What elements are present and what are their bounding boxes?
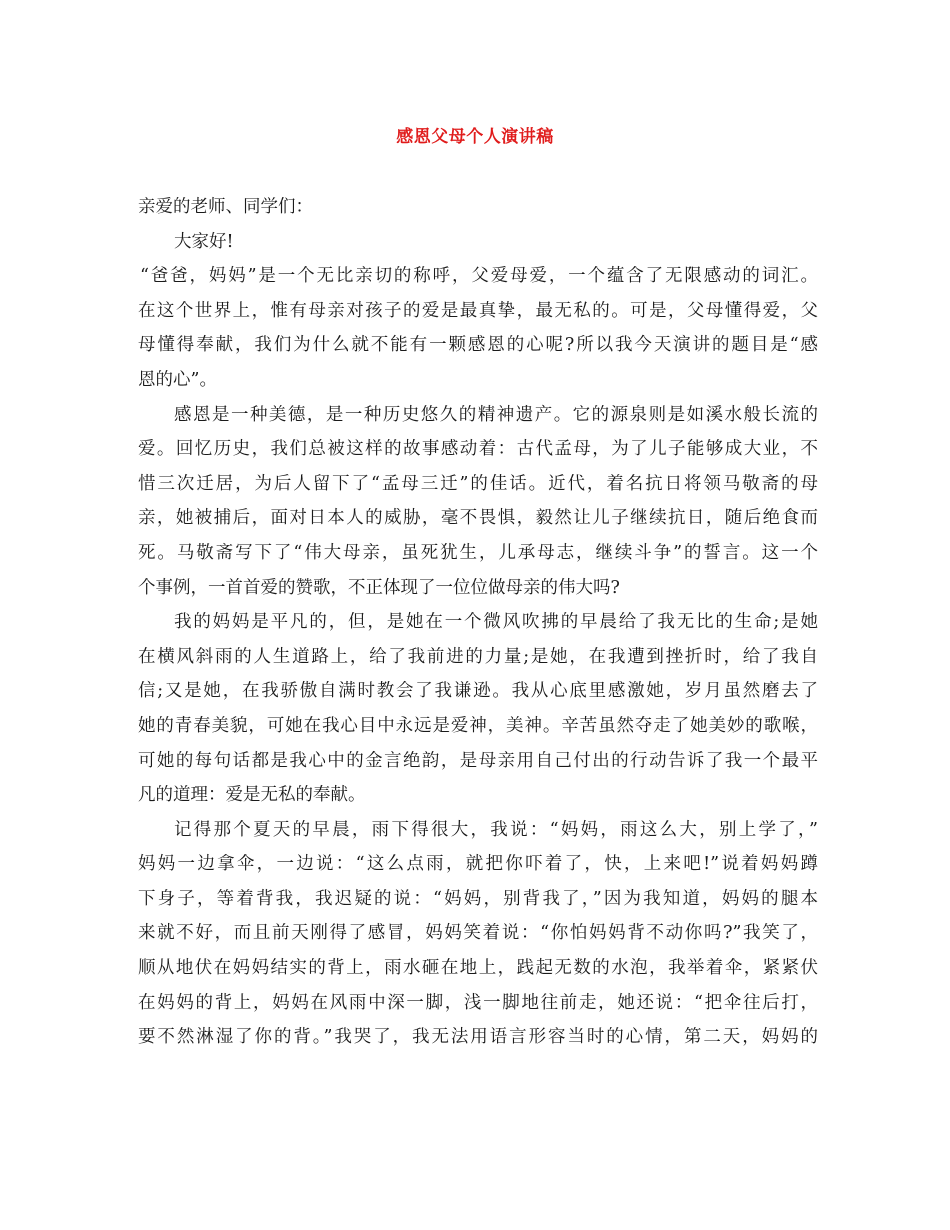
- text-line: 记得那个夏天的早晨，雨下得很大，我说：“妈妈，雨这么大，别上学了，”: [174, 819, 818, 840]
- text-line: 顺从地伏在妈妈结实的背上，雨水砸在地上，践起无数的水泡，我举着伞，紧紧伏: [138, 958, 818, 979]
- text-line: 下身子，等着背我，我迟疑的说：“妈妈，别背我了，”因为我知道，妈妈的腿本: [138, 888, 818, 909]
- text-line: “爸爸，妈妈”是一个无比亲切的称呼，父爱母爱，一个蕴含了无限感动的词汇。: [140, 266, 818, 287]
- text-line: 要不然淋湿了你的背。”我哭了，我无法用语言形容当时的心情，第二天，妈妈的: [138, 1027, 818, 1048]
- text-line: 她的青春美貌，可她在我心目中永远是爱神，美神。辛苦虽然夺走了她美妙的歌喉，: [138, 715, 818, 736]
- text-line: 爱。回忆历史，我们总被这样的故事感动着：古代孟母，为了儿子能够成大业，不: [138, 439, 818, 460]
- text-line: 在这个世界上，惟有母亲对孩子的爱是最真挚，最无私的。可是，父母懂得爱，父: [138, 300, 818, 321]
- document-body: [138, 190, 818, 1055]
- text-line: 来就不好，而且前天刚得了感冒，妈妈笑着说：“你怕妈妈背不动你吗?”我笑了，: [138, 923, 818, 944]
- text-line: 恩的心”。: [138, 369, 217, 390]
- text-line: 在横风斜雨的人生道路上，给了我前进的力量;是她，在我遭到挫折时，给了我自: [138, 646, 818, 667]
- text-line: 可她的每句话都是我心中的金言绝韵，是母亲用自己付出的行动告诉了我一个最平: [138, 750, 818, 771]
- text-line: 亲爱的老师、同学们：: [138, 197, 313, 217]
- text-line: 我的妈妈是平凡的，但，是她在一个微风吹拂的早晨给了我无比的生命;是她: [174, 612, 818, 633]
- text-line: 大家好!: [174, 231, 234, 252]
- text-line: 感恩是一种美德，是一种历史悠久的精神遗产。它的源泉则是如溪水般长流的: [174, 404, 818, 425]
- document-title: 感恩父母个人演讲稿: [396, 127, 554, 147]
- text-line: 母懂得奉献，我们为什么就不能有一颗感恩的心呢?所以我今天演讲的题目是“感: [138, 335, 818, 356]
- text-line: 妈妈一边拿伞，一边说：“这么点雨，就把你吓着了，快，上来吧!”说着妈妈蹲: [138, 854, 818, 875]
- text-line: 在妈妈的背上，妈妈在风雨中深一脚，浅一脚地往前走，她还说：“把伞往后打，: [138, 992, 818, 1013]
- text-line: 凡的道理：爱是无私的奉献。: [138, 785, 366, 806]
- text-line: 惜三次迁居，为后人留下了“孟母三迁”的佳话。近代，着名抗日将领马敬斋的母: [138, 473, 818, 494]
- text-line: 亲，她被捕后，面对日本人的威胁，毫不畏惧，毅然让儿子继续抗日，随后绝食而: [138, 508, 818, 529]
- text-line: 个事例，一首首爱的赞歌，不正体现了一位位做母亲的伟大吗?: [138, 577, 620, 598]
- text-line: 死。马敬斋写下了“伟大母亲，虽死犹生，儿承母志，继续斗争”的誓言。这一个: [138, 542, 818, 563]
- text-line: 信;又是她，在我骄傲自满时教会了我谦逊。我从心底里感激她，岁月虽然磨去了: [138, 681, 818, 702]
